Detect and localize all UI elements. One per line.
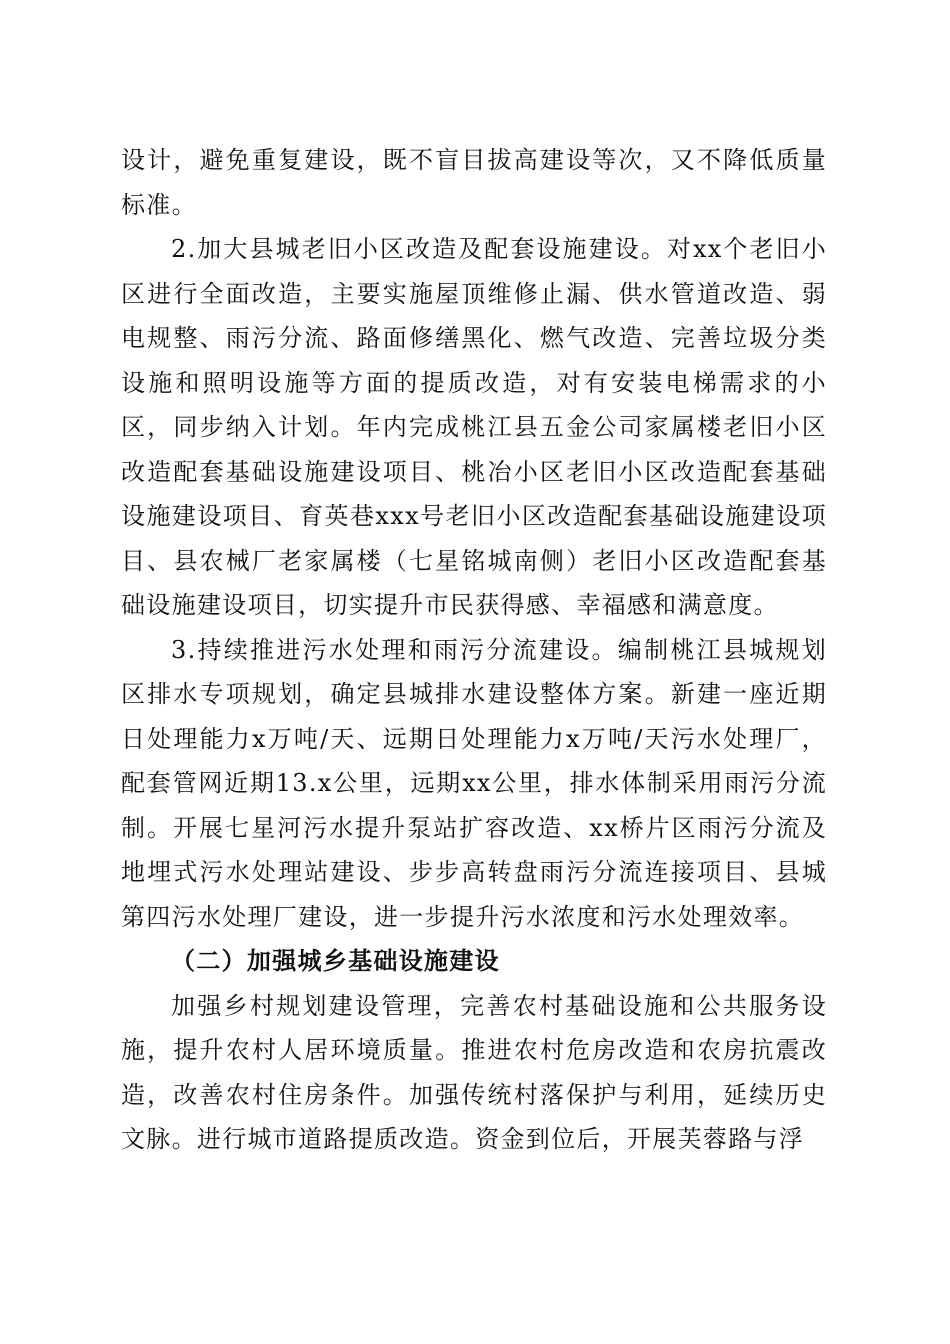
document-body bbox=[121, 138, 827, 1162]
paragraph-continuation: 设计，避免重复建设，既不盲目拔高建设等次，又不降低质量标准。 bbox=[121, 146, 827, 219]
paragraph-item-3: 3.持续推进污水处理和雨污分流建设。编制桃江县城规划区排水专项规划，确定县城排水建设整体方案。新建一座近期日处理能力x万吨/天、远期日处理能力x万吨/天污水处理厂，配套管网近期13.x公里，远期xx公里，排水体制采用雨污分流制。开展七星河污水提升泵站扩容改造、xx桥片区雨污分流及地埋式污水处理站建设、步步高转盘雨污分流连接项目、县城第四污水处理厂建设，进一步提升污水浓度和污水处理效率。 bbox=[121, 635, 827, 931]
paragraph-item-2: 2.加大县城老旧小区改造及配套设施建设。对xx个老旧小区进行全面改造，主要实施屋顶维修止漏、供水管道改造、弱电规整、雨污分流、路面修缮黑化、燃气改造、完善垃圾分类设施和照明设施等方面的提质改造，对有安装电梯需求的小区，同步纳入计划。年内完成桃江县五金公司家属楼老旧小区改造配套基础设施建设项目、桃冶小区老旧小区改造配套基础设施建设项目、育英巷xxx号老旧小区改造配套基础设施建设项目、县农械厂老家属楼（七星铭城南侧）老旧小区改造配套基础设施建设项目，切实提升市民获得感、幸福感和满意度。 bbox=[121, 235, 827, 619]
paragraph-section-2: 加强乡村规划建设管理，完善农村基础设施和公共服务设施，提升农村人居环境质量。推进农村危房改造和农房抗震改造，改善农村住房条件。加强传统村落保护与利用，延续历史文脉。进行城市道路提质改造。资金到位后，开展芙蓉路与浮 bbox=[121, 991, 827, 1153]
section-heading: （二）加强城乡基础设施建设 bbox=[171, 946, 500, 975]
